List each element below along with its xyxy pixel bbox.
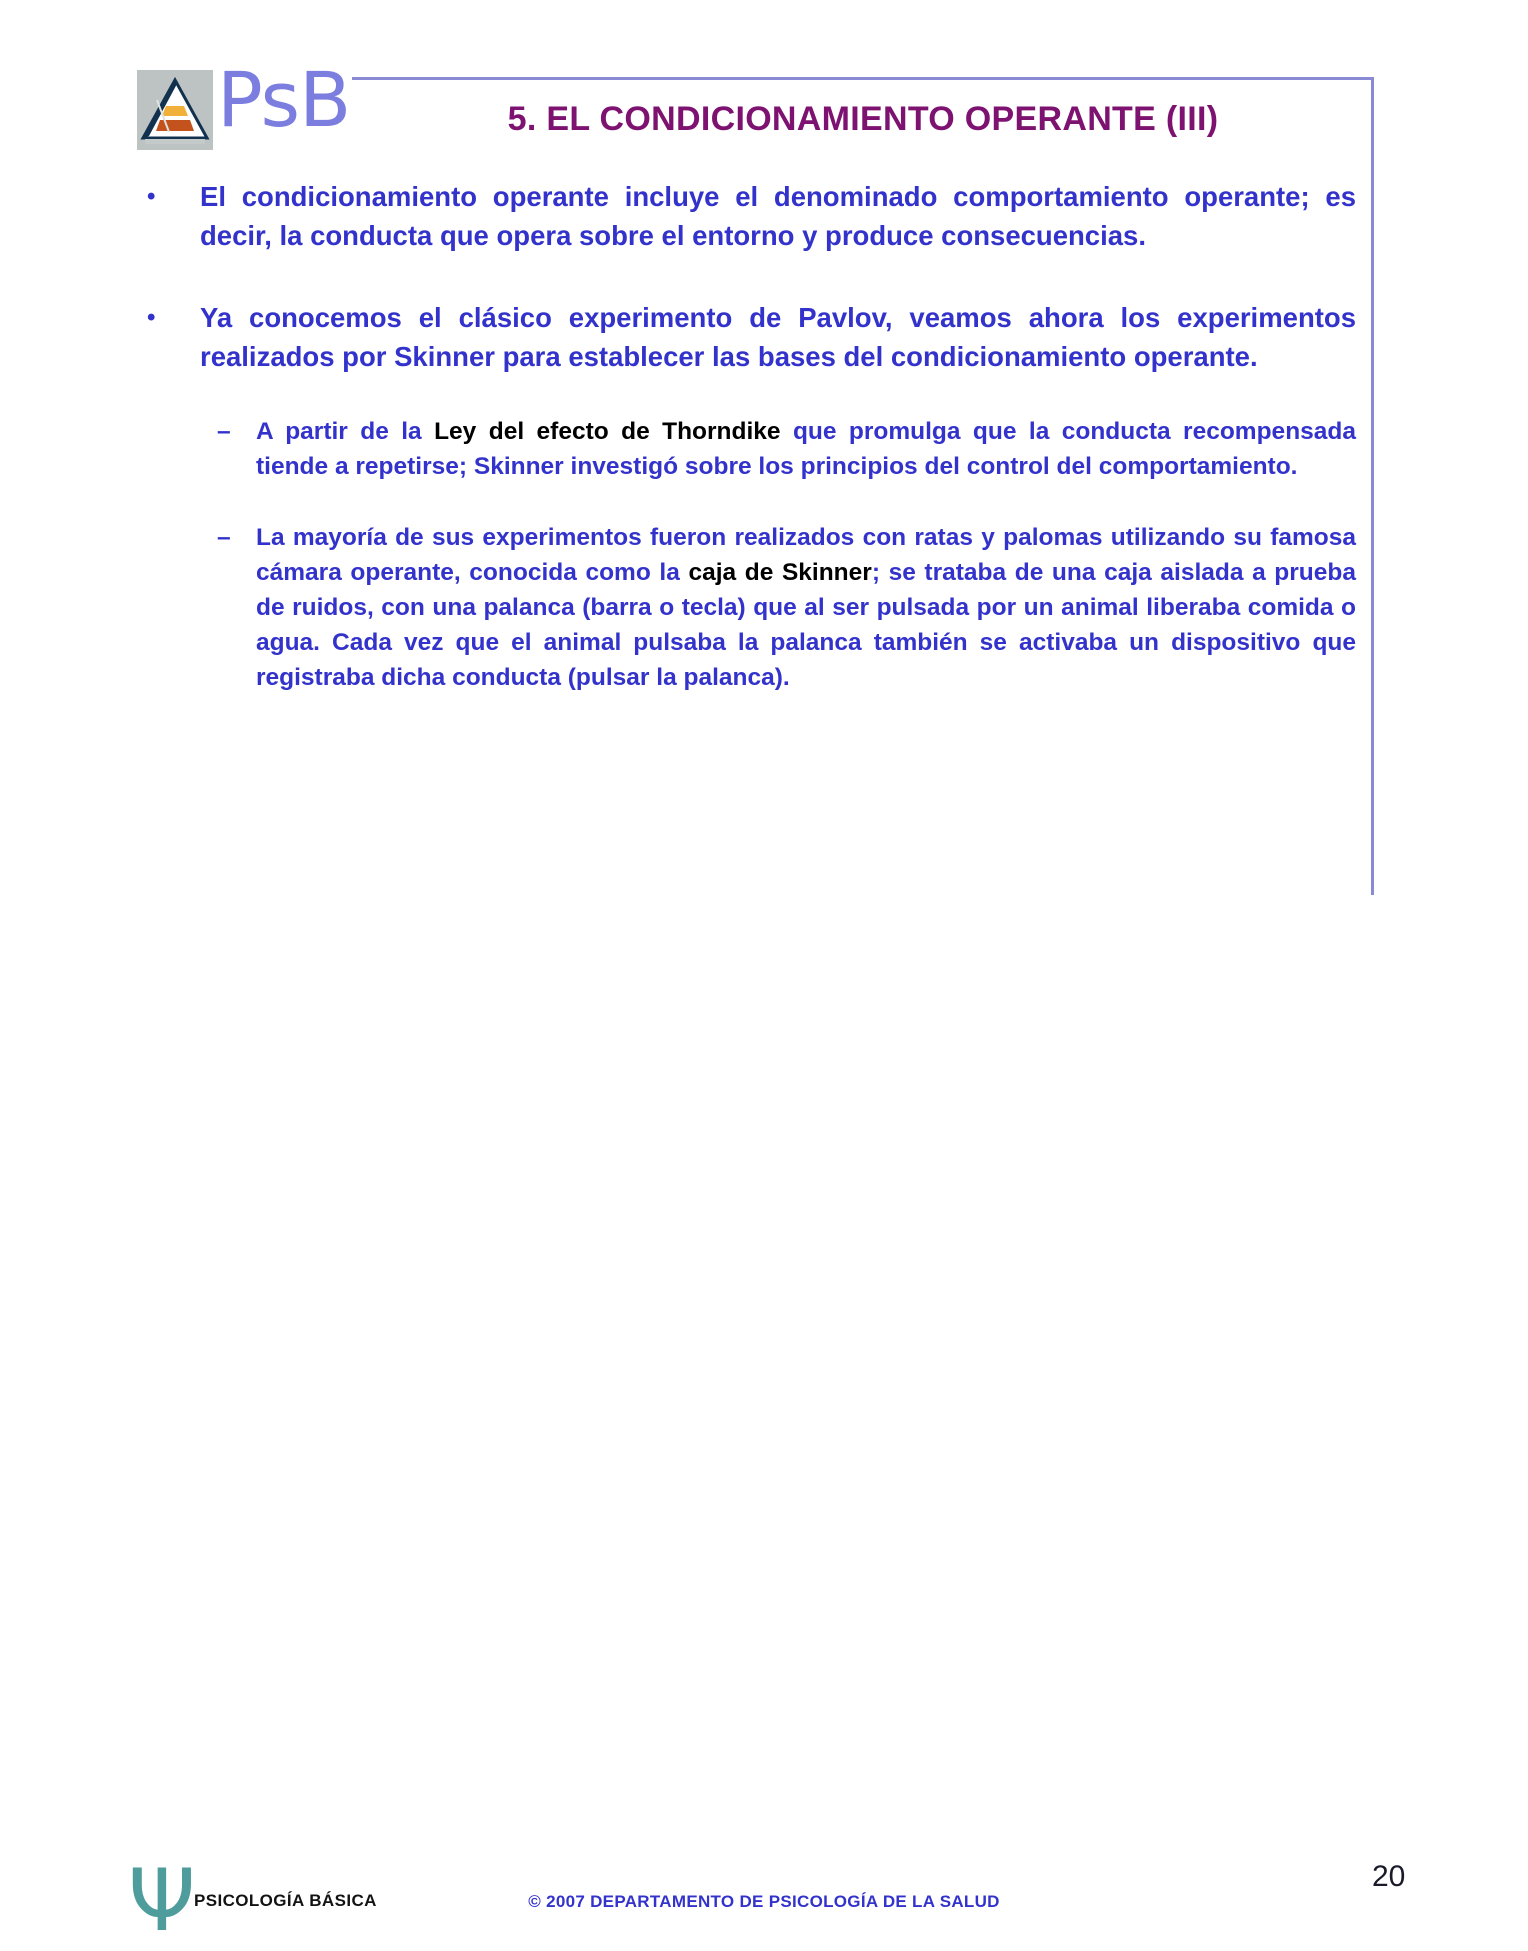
- psb-logo: [137, 55, 351, 160]
- slide-body: [0, 178, 1528, 695]
- bullet-item-1: [0, 178, 1528, 255]
- sub-bullet-marker: –: [217, 524, 231, 552]
- footer-brand-label: PSICOLOGÍA BÁSICA: [194, 1891, 377, 1910]
- emphasized-term: caja de Skinner: [688, 559, 872, 587]
- text-run: que promulga que la conducta recompensada tiende a repetirse; Skinner investigó sobre los principios del control del comportamiento.: [256, 418, 1356, 481]
- spacer: [0, 255, 1528, 299]
- sub-bullet-text: [256, 414, 1356, 484]
- page-number: 20: [1372, 1860, 1406, 1893]
- bullet-text: Ya conocemos el clásico experimento de Pavlov, veamos ahora los experimentos realizados por Skinner para establecer las bases del condicionamiento operante.: [200, 302, 1356, 372]
- psi-icon: Ψ: [128, 1851, 196, 1951]
- bullet-text: El condicionamiento operante incluye el denominado comportamiento operante; es decir, la conducta que opera sobre el entorno y produce consecuencias.: [200, 181, 1356, 251]
- text-run: ; se trataba de una caja aislada a prueba de ruidos, con una palanca (barra o tecla) que al ser pulsada por un animal liberaba comida o agua. Cada vez que el animal pulsaba la palanca también se activaba un dispositivo que registraba dicha conducta (pulsar la palanca).: [256, 559, 1356, 692]
- slide-footer: [0, 940, 1528, 1951]
- sub-bullet-item-2: [0, 520, 1528, 695]
- sub-bullet-text: [256, 520, 1356, 695]
- psb-logo-text: PsB: [217, 55, 351, 144]
- text-run: La mayoría de sus experimentos fueron realizados con ratas y palomas utilizando su famosa cámara operante, conocida como la: [256, 524, 1356, 587]
- psb-pyramid-icon: [137, 70, 213, 150]
- header-rule-top: [352, 77, 1374, 80]
- footer-copyright: © 2007 DEPARTAMENTO DE PSICOLOGÍA DE LA SALUD: [528, 1892, 1000, 1911]
- bullet-marker: •: [147, 183, 156, 210]
- slide-header: [0, 0, 1528, 175]
- spacer: [0, 376, 1528, 414]
- bullet-marker: •: [147, 304, 156, 332]
- text-run: A partir de la: [256, 418, 435, 446]
- page-title: 5. EL CONDICIONAMIENTO OPERANTE (III): [507, 100, 1219, 138]
- sub-bullet-marker: –: [217, 418, 231, 446]
- sub-bullet-item-1: [0, 414, 1528, 484]
- spacer: [0, 484, 1528, 520]
- bullet-item-2: [0, 299, 1528, 376]
- emphasized-term: Ley del efecto de Thorndike: [434, 418, 781, 446]
